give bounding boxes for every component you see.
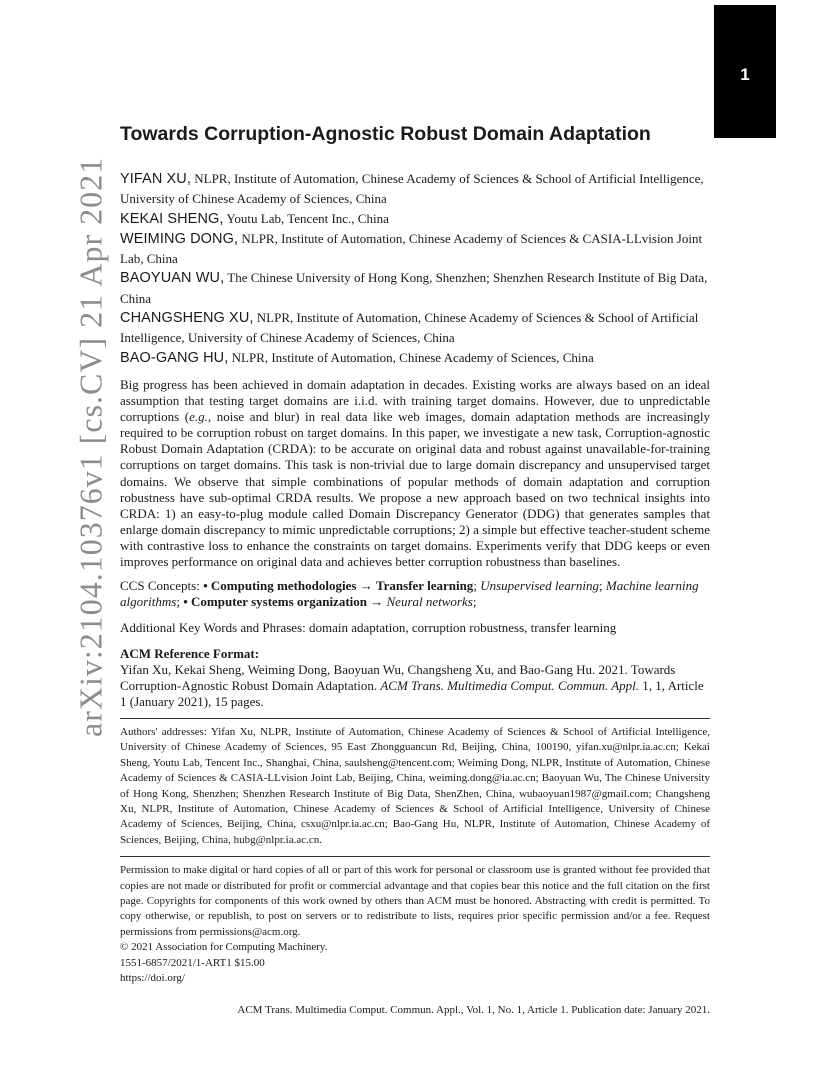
author-name: CHANGSHENG XU, bbox=[120, 310, 254, 327]
ccs-arrow: → bbox=[359, 578, 373, 594]
author-affiliation: Youtu Lab, Tencent Inc., China bbox=[226, 210, 389, 226]
abstract bbox=[120, 377, 710, 570]
paper-content bbox=[120, 120, 710, 986]
author-list bbox=[120, 169, 710, 368]
ccs-concept: Computer systems organization bbox=[191, 594, 368, 610]
ccs-concept: Machine learning algorithms bbox=[120, 578, 699, 610]
issn-line: 1551-6857/2021/1-ART1 $15.00 bbox=[120, 956, 265, 969]
author-entry bbox=[120, 308, 710, 348]
author-name: BAO-GANG HU, bbox=[120, 349, 229, 366]
ccs-concepts bbox=[120, 578, 710, 611]
author-affiliation: NLPR, Institute of Automation, Chinese Academy of Sciences & CASIA-LLvision Joint Lab, China bbox=[120, 230, 703, 267]
ccs-arrow: → bbox=[370, 594, 384, 610]
author-affiliation: NLPR, Institute of Automation, Chinese Academy of Sciences & School of Artificial Intelligence, University of Chinese Academy of Sciences, China bbox=[120, 310, 699, 346]
author-name: YIFAN XU, bbox=[120, 171, 191, 187]
author-name: BAOYUAN WU, bbox=[120, 270, 225, 287]
author-entry bbox=[120, 169, 710, 209]
author-affiliation: NLPR, Institute of Automation, Chinese Academy of Sciences & School of Artificial Intelligence, University of Chinese Academy of Sciences, China bbox=[120, 171, 704, 207]
author-entry bbox=[120, 209, 710, 229]
ccs-bullet: • bbox=[183, 594, 188, 610]
paper-title: Towards Corruption-Agnostic Robust Domain Adaptation bbox=[120, 123, 651, 145]
author-affiliation: NLPR, Institute of Automation, Chinese Academy of Sciences, China bbox=[231, 349, 594, 365]
author-entry bbox=[120, 268, 710, 308]
ccs-separator: ; bbox=[473, 578, 477, 594]
authors-addresses: Authors' addresses: Yifan Xu, NLPR, Institute of Automation, Chinese Academy of Sciences & School of Artificial Intelligence, University of Chinese Academy of Sciences, 95 East Zhongguancun Rd, Beijing, China, 100190, yifan.xu@nlpr.ia.ac.cn; Kekai Sheng, Youtu Lab, Tencent Inc., Shanghai, China, saulsheng@tencent.com; Weiming Dong, NLPR, Institute of Automation, Chinese Academy of Sciences & CASIA-LLvision Joint Lab, Beijing, China, weiming.dong@ia.ac.cn; Baoyuan Wu, The Chinese University of Hong Kong, Shenzhen; Shenzhen Research Institute of Big Data, ShenZhen, China, wubaoyuan1987@gmail.com; Changsheng Xu, NLPR, Institute of Automation, Chinese Academy of Sciences & School of Artificial Intelligence, University of Chinese Academy of Sciences, Beijing, China, csxu@nlpr.ia.ac.cn; Bao-Gang Hu, NLPR, Institute of Automation, Chinese Academy of Sciences, Beijing, China, hubg@nlpr.ia.ac.cn. bbox=[120, 725, 710, 846]
doi-link[interactable]: https://doi.org/ bbox=[120, 972, 185, 985]
page-number-box bbox=[714, 5, 776, 138]
ccs-concept: Neural networks bbox=[386, 594, 473, 610]
page-footer: ACM Trans. Multimedia Comput. Commun. Appl., Vol. 1, No. 1, Article 1. Publication date: January 2021. bbox=[237, 1004, 710, 1016]
acm-reference-text: 1, 1, Article 1 (January 2021), 15 pages. bbox=[120, 677, 704, 709]
divider bbox=[120, 856, 710, 857]
abstract-eg: e.g. bbox=[189, 409, 208, 425]
author-name: WEIMING DONG, bbox=[120, 230, 239, 247]
abstract-text: Big progress has been achieved in domain adaptation in decades. Existing works are always based on an ideal assumption that testing target domains are i.i.d. with training target domains. However, due to unpredictable corruptions ( bbox=[120, 376, 710, 425]
ccs-concept: Transfer learning bbox=[375, 578, 474, 594]
ccs-separator: ; bbox=[472, 594, 477, 610]
ccs-concept: Computing methodologies bbox=[210, 578, 357, 594]
acm-reference-journal: ACM Trans. Multimedia Comput. Commun. Appl. bbox=[380, 677, 640, 693]
page-number: 1 bbox=[740, 65, 750, 84]
keywords: Additional Key Words and Phrases: domain adaptation, corruption robustness, transfer learning bbox=[120, 619, 617, 635]
author-entry bbox=[120, 348, 710, 368]
permission-notice: Permission to make digital or hard copies of all or part of this work for personal or classroom use is granted without fee provided that copies are not made or distributed for profit or commercial advantage and that copies bear this notice and the full citation on the first page. Copyrights for components of this work owned by others than ACM must be honored. Abstracting with credit is permitted. To copy otherwise, or republish, to post on servers or to redistribute to lists, requires prior specific permission and/or a fee. Request permissions from permissions@acm.org. bbox=[120, 864, 710, 938]
ccs-separator: ; bbox=[176, 594, 180, 610]
arxiv-stamp: arXiv:2104.10376v1 [cs.CV] 21 Apr 2021 bbox=[72, 156, 109, 737]
acm-reference bbox=[120, 662, 710, 710]
abstract-text: , noise and blur) in real data like web images, domain adaptation methods are increasingly required to be corruption robust on target domains. In this paper, we investigate a new task, Corruption-agnostic Robust Domain Adaptation (CRDA): to be accurate on original data and robust against unavailable-for-training corruptions on target domains. This task is non-trivial due to large domain discrepancy and unsupervised target domains. We observe that simple combinations of popular methods of domain adaptation and corruption robustness have sub-optimal CRDA results. We propose a new approach based on two technical insights into CRDA: 1) an easy-to-plug module called Domain Discrepancy Generator (DDG) that generates samples that enlarge domain discrepancy to mimic unpredictable corruptions; 2) a simple but effective teacher-student scheme with contrastive loss to enhance the constraints on target domains. Experiments verify that DDG keeps or even improves performance on original data and achieves better corruption robustness than baselines. bbox=[120, 409, 711, 569]
divider bbox=[120, 718, 710, 719]
author-affiliation: The Chinese University of Hong Kong, Shenzhen; Shenzhen Research Institute of Big Data, China bbox=[120, 270, 708, 306]
acm-reference-heading: ACM Reference Format: bbox=[120, 645, 260, 661]
ccs-concept: Unsupervised learning bbox=[480, 578, 599, 594]
acm-reference-text: Yifan Xu, Kekai Sheng, Weiming Dong, Baoyuan Wu, Changsheng Xu, and Bao-Gang Hu. 2021. Towards Corruption-Agnostic Robust Domain Adaptation. bbox=[120, 661, 676, 693]
copyright-line: © 2021 Association for Computing Machinery. bbox=[120, 941, 328, 954]
author-entry bbox=[120, 229, 710, 269]
ccs-separator: ; bbox=[598, 578, 603, 594]
ccs-label: CCS Concepts: bbox=[120, 578, 204, 594]
author-name: KEKAI SHENG, bbox=[120, 210, 224, 227]
ccs-bullet: • bbox=[203, 578, 208, 594]
